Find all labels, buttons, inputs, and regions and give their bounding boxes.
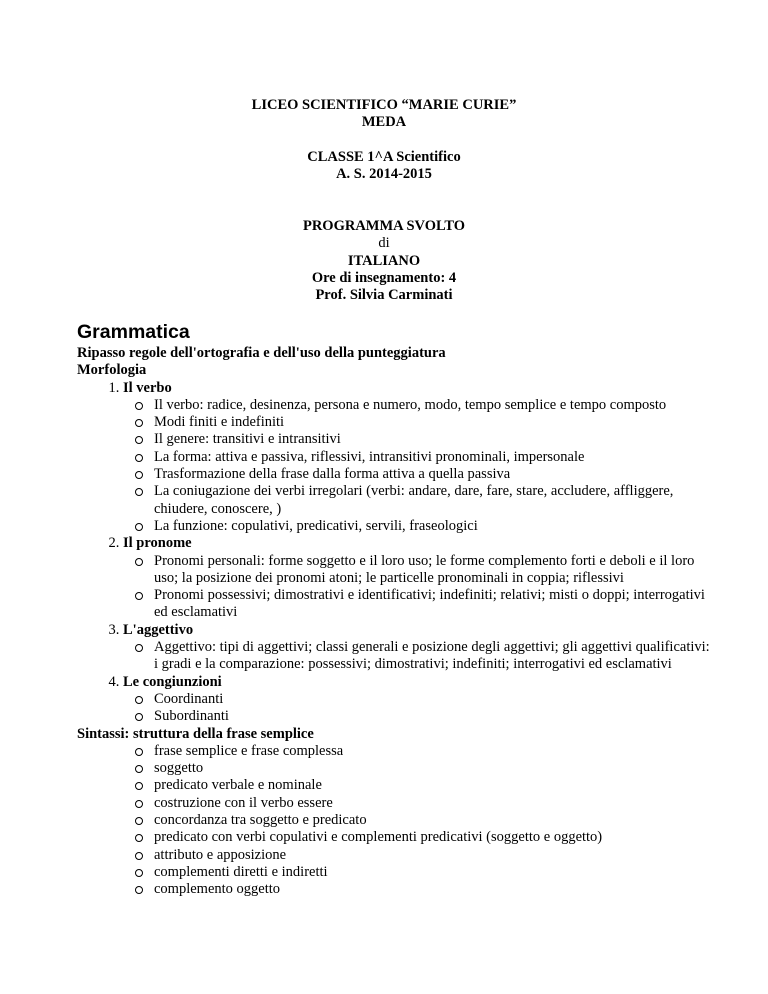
program-title: PROGRAMMA SVOLTO bbox=[302, 218, 466, 235]
list-item: Pronomi personali: forme soggetto e il loro uso; le forme complemento forti e deboli e il loro uso; la posizione dei pronomi atoni; le particelle pronominali in coppia; riflessivi bbox=[154, 553, 717, 588]
list-item: frase semplice e frase complessa bbox=[154, 743, 717, 760]
topic-title: Le congiunzioni bbox=[123, 673, 222, 690]
topic-items bbox=[123, 691, 717, 726]
school-name: LICEO SCIENTIFICO “MARIE CURIE” bbox=[251, 97, 517, 113]
topic-items bbox=[123, 397, 717, 535]
morfologia-heading: Morfologia bbox=[77, 362, 147, 379]
list-item: La coniugazione dei verbi irregolari (verbi: andare, dare, fare, stare, accludere, affliggere, chiudere, conoscere, ) bbox=[154, 483, 717, 518]
list-item: Trasformazione della frase dalla forma attiva a quella passiva bbox=[154, 466, 717, 483]
list-item: La funzione: copulativi, predicativi, servili, fraseologici bbox=[154, 518, 717, 535]
list-item: predicato con verbi copulativi e complementi predicativi (soggetto e oggetto) bbox=[154, 829, 717, 846]
list-item: complementi diretti e indiretti bbox=[154, 864, 717, 881]
teaching-hours: Ore di insegnamento: 4 bbox=[311, 270, 457, 287]
list-item: attributo e apposizione bbox=[154, 847, 717, 864]
subject-name: ITALIANO bbox=[347, 252, 421, 269]
topic-items bbox=[123, 639, 717, 674]
list-item: complemento oggetto bbox=[154, 881, 717, 898]
list-item: soggetto bbox=[154, 760, 717, 777]
list-item: Pronomi possessivi; dimostrativi e identificativi; indefiniti; relativi; misti o doppi; interrogativi ed esclamativi bbox=[154, 587, 717, 622]
morfologia-list bbox=[77, 380, 717, 726]
list-item: Aggettivo: tipi di aggettivi; classi generali e posizione degli aggettivi; gli aggettivi qualificativi: i gradi e la comparazione: possessivi; dimostrativi; indefiniti; interrogativi ed esclamativi bbox=[154, 639, 717, 674]
topic-items bbox=[123, 553, 717, 622]
teacher-name: Prof. Silvia Carminati bbox=[315, 287, 453, 304]
school-year: A. S. 2014-2015 bbox=[336, 165, 432, 182]
list-item: Modi finiti e indefiniti bbox=[154, 414, 717, 431]
list-item: Il verbo: radice, desinenza, persona e numero, modo, tempo semplice e tempo composto bbox=[154, 397, 717, 414]
topic-title: Il verbo bbox=[123, 379, 172, 396]
topic-aggettivo bbox=[123, 622, 717, 674]
section-title: Grammatica bbox=[77, 321, 190, 343]
list-item: Il genere: transitivi e intransitivi bbox=[154, 431, 717, 448]
class-line: CLASSE 1^A Scientifico bbox=[307, 148, 461, 165]
topic-pronome bbox=[123, 535, 717, 621]
topic-verbo bbox=[123, 380, 717, 536]
list-item: costruzione con il verbo essere bbox=[154, 795, 717, 812]
list-item: La forma: attiva e passiva, riflessivi, intransitivi pronominali, impersonale bbox=[154, 449, 717, 466]
school-city: MEDA bbox=[361, 114, 407, 131]
ripasso-heading: Ripasso regole dell'ortografia e dell'uso della punteggiatura bbox=[77, 345, 446, 361]
sintassi-heading: Sintassi: struttura della frase semplice bbox=[77, 725, 314, 742]
topic-congiunzioni bbox=[123, 674, 717, 726]
program-body bbox=[77, 345, 717, 899]
document-header bbox=[0, 97, 768, 305]
list-item: Subordinanti bbox=[154, 708, 717, 725]
list-item: predicato verbale e nominale bbox=[154, 777, 717, 794]
sintassi-list bbox=[77, 743, 717, 899]
topic-title: Il pronome bbox=[123, 535, 192, 552]
list-item: Coordinanti bbox=[154, 691, 717, 708]
topic-title: L'aggettivo bbox=[123, 621, 194, 638]
program-di: di bbox=[378, 235, 390, 252]
list-item: concordanza tra soggetto e predicato bbox=[154, 812, 717, 829]
